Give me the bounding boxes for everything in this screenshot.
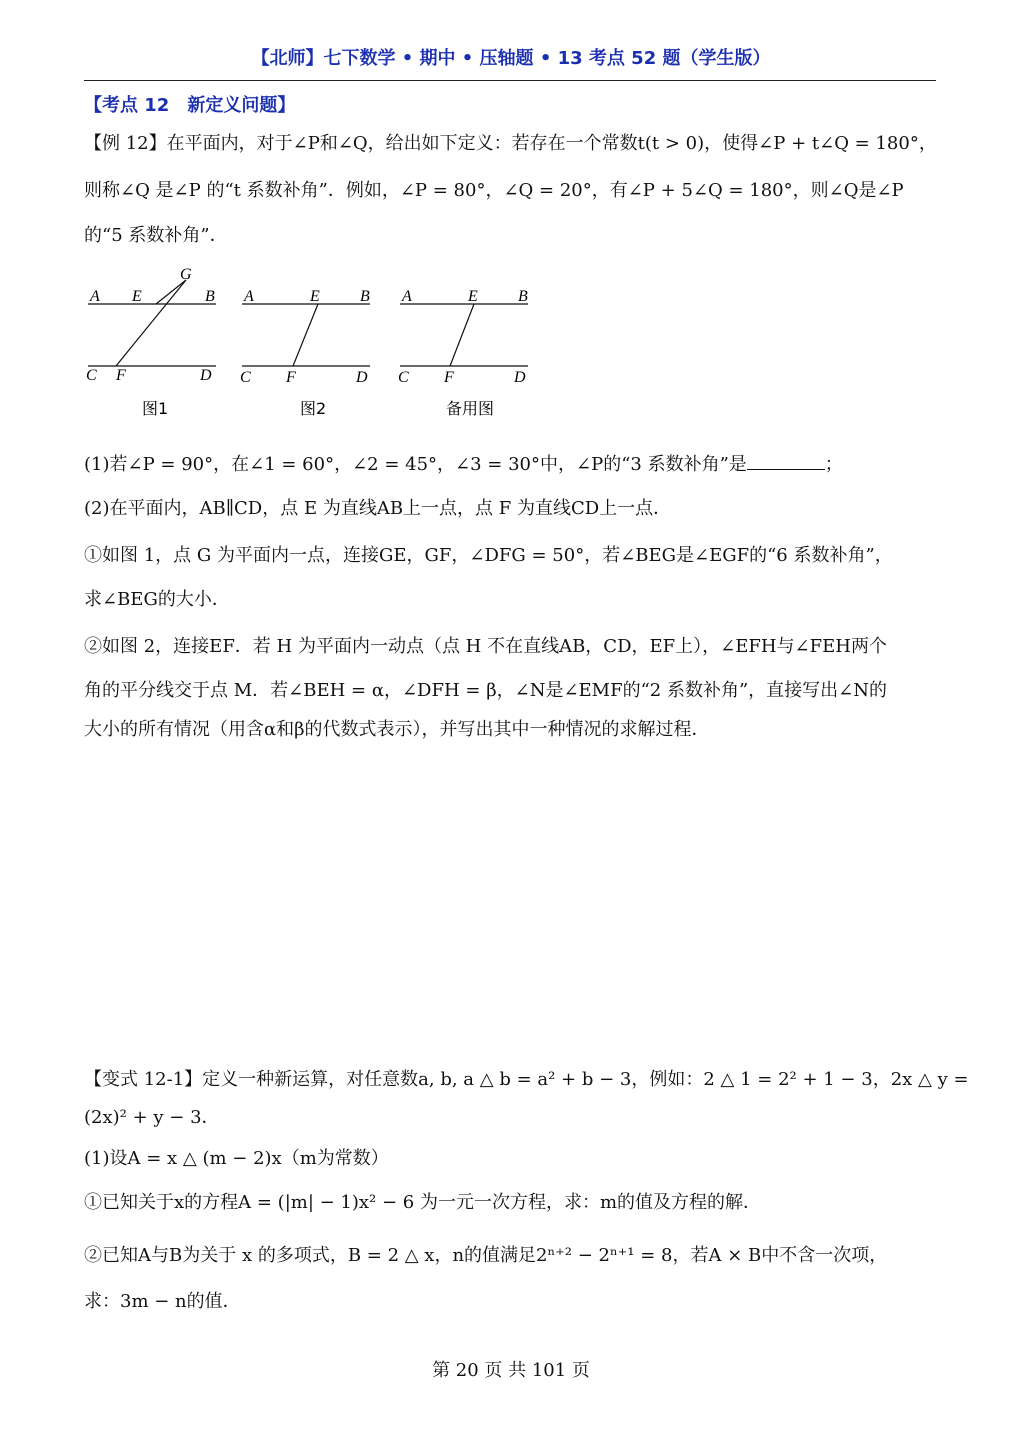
fig2-label-b: B xyxy=(360,288,370,305)
fig2-label-a: A xyxy=(244,288,254,305)
fig3-label-c: C xyxy=(398,369,409,386)
question-2-1-line-2: 求∠BEG的大小． xyxy=(84,589,230,610)
geometry-figures xyxy=(80,262,550,427)
fig2-label-f: F xyxy=(286,369,296,386)
fig2-caption: 图2 xyxy=(300,399,327,418)
figure-2 xyxy=(240,288,370,418)
page-footer: 第 20 页 共 101 页 xyxy=(432,1360,590,1381)
variant-part-1-2-line-2: 求：3m − n的值． xyxy=(84,1291,241,1312)
question-1-end: ； xyxy=(824,454,843,475)
fig2-label-e: E xyxy=(310,288,320,305)
fig3-label-f: F xyxy=(444,369,454,386)
variant-part-1: (1)设A = x △ (m − 2)x（m为常数） xyxy=(84,1148,389,1169)
question-2: (2)在平面内，AB∥CD，点 E 为直线AB上一点，点 F 为直线CD上一点． xyxy=(84,498,672,519)
example-line-3: 的“5 系数补角”． xyxy=(84,225,228,246)
variant-part-1-2-line-1: ②已知A与B为关于 x 的多项式，B = 2 △ x，n的值满足2ⁿ⁺² − 2ⁿ⁺¹ = 8，若A × B中不含一次项， xyxy=(84,1245,888,1266)
header-divider xyxy=(84,80,936,81)
figure-backup xyxy=(398,288,528,418)
example-label: 【例 12】 xyxy=(84,133,167,154)
question-2-2-line-3: 大小的所有情况（用含α和β的代数式表示），并写出其中一种情况的求解过程． xyxy=(84,719,710,740)
question-1 xyxy=(84,451,944,479)
fig3-label-a: A xyxy=(402,288,412,305)
fig2-label-d: D xyxy=(356,369,368,386)
variant-line-2: (2x)² + y − 3． xyxy=(84,1107,220,1128)
fig3-caption: 备用图 xyxy=(446,399,495,418)
question-2-1-line-1: ①如图 1，点 G 为平面内一点，连接GE，GF，∠DFG = 50°，若∠BEG是∠EGF的“6 系数补角”， xyxy=(84,545,893,566)
fig1-label-c: C xyxy=(86,367,97,384)
document-header: 【北师】七下数学 • 期中 • 压轴题 • 13 考点 52 题（学生版） xyxy=(251,48,771,69)
fig1-label-f: F xyxy=(116,367,126,384)
fig3-label-d: D xyxy=(514,369,526,386)
fig1-label-a: A xyxy=(90,288,100,305)
variant-label: 【变式 12-1】 xyxy=(84,1069,203,1090)
variant-line-1 xyxy=(84,1066,969,1094)
example-line-1 xyxy=(84,130,944,158)
fig1-label-b: B xyxy=(205,288,215,305)
variant-part-1-1: ①已知关于x的方程A = (|m| − 1)x² − 6 为一元一次方程，求：m的值及方程的解． xyxy=(84,1192,762,1213)
section-title: 【考点 12 新定义问题】 xyxy=(84,95,296,116)
example-text-1: 在平面内，对于∠P和∠Q，给出如下定义：若存在一个常数t(t > 0)，使得∠P + t∠Q = 180°， xyxy=(166,133,937,154)
fig1-caption: 图1 xyxy=(142,399,169,418)
question-2-2-line-2: 角的平分线交于点 M．若∠BEH = α，∠DFH = β，∠N是∠EMF的“2 系数补角”，直接写出∠N的 xyxy=(84,680,887,701)
figure-1 xyxy=(86,266,216,418)
question-1-text: (1)若∠P = 90°，在∠1 = 60°，∠2 = 45°，∠3 = 30°中，∠P的“3 系数补角”是 xyxy=(84,454,747,475)
answer-blank xyxy=(747,451,825,470)
question-2-2-line-1: ②如图 2，连接EF．若 H 为平面内一动点（点 H 不在直线AB，CD，EF上），∠EFH与∠FEH两个 xyxy=(84,636,887,657)
fig3-label-e: E xyxy=(468,288,478,305)
fig3-label-b: B xyxy=(518,288,528,305)
example-line-2: 则称∠Q 是∠P 的“t 系数补角”．例如，∠P = 80°，∠Q = 20°，有∠P + 5∠Q = 180°，则∠Q是∠P xyxy=(84,180,904,201)
fig1-label-d: D xyxy=(200,367,212,384)
fig1-label-e: E xyxy=(132,288,142,305)
variant-text-1: 定义一种新运算，对任意数a, b, a △ b = a² + b − 3，例如：2 △ 1 = 2² + 1 − 3，2x △ y = xyxy=(202,1069,969,1090)
fig2-label-c: C xyxy=(240,369,251,386)
fig1-label-g: G xyxy=(180,266,192,283)
